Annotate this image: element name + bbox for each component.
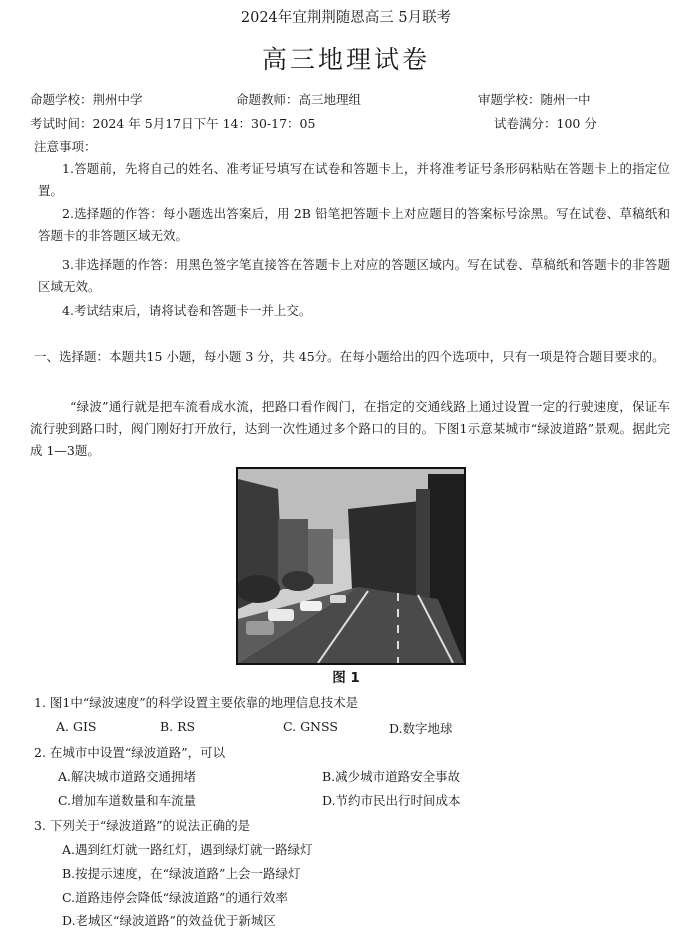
option: A.遇到红灯就一路红灯，遇到绿灯就一路绿灯 <box>62 842 313 857</box>
notice-item: 2.选择题的作答：每小题选出答案后，用 2B 铅笔把答题卡上对应题目的答案标号涂黑。写在试卷、草稿纸和答题卡的非答题区域无效。 <box>38 206 670 243</box>
meta-time: 考试时间：2024 年 5月17日下午 14：30-17：05 <box>30 116 316 131</box>
question-stem: 1. 图1中“绿波速度”的科学设置主要依靠的地理信息技术是 <box>34 695 359 710</box>
option: D.数字地球 <box>389 721 453 736</box>
meta-teacher: 命题教师：高三地理组 <box>236 92 362 107</box>
option: A.解决城市道路交通拥堵 <box>58 769 197 784</box>
section-intro: “绿波”通行就是把车流看成水流，把路口看作阀门，在指定的交通线路上通过设置一定的行驶速度，保证车流行驶到路口时，阀门刚好打开放行，达到一次性通过多个路口的目的。下图1示意某城市“绿波道路”景观。据此完成 1—3题。 <box>30 399 670 458</box>
notice-item: 1.答题前，先将自己的姓名、准考证号填写在试卷和答题卡上，并将准考证号条形码粘贴在答题卡上的指定位置。 <box>38 161 670 198</box>
figure-green-wave-road-photo <box>236 467 466 665</box>
section-heading: 一、选择题：本题共15 小题，每小题 3 分，共 45分。在每小题给出的四个选项中，只有一项是符合题目要求的。 <box>34 349 665 364</box>
figure-caption: 图 1 <box>332 670 360 686</box>
meta-school: 命题学校：荆州中学 <box>30 92 143 107</box>
notice-item: 4.考试结束后，请将试卷和答题卡一并上交。 <box>62 303 312 318</box>
option: B.减少城市道路安全事故 <box>322 769 461 784</box>
option: B. RS <box>160 719 196 734</box>
exam-subtitle: 2024年宜荆荆随恩高三 5月联考 <box>240 10 452 26</box>
option: A. GIS <box>56 719 97 734</box>
notice-heading: 注意事项： <box>34 139 97 154</box>
option: D.老城区“绿波道路”的效益优于新城区 <box>62 913 276 928</box>
option: D.节约市民出行时间成本 <box>322 793 461 808</box>
question-stem: 2. 在城市中设置“绿波道路”，可以 <box>34 745 226 760</box>
meta-score: 试卷满分：100 分 <box>494 116 597 131</box>
option: C.道路违停会降低“绿波道路”的通行效率 <box>62 890 288 905</box>
meta-review: 审题学校：随州一中 <box>478 92 591 107</box>
exam-title: 高三地理试卷 <box>261 45 430 74</box>
option: C. GNSS <box>283 719 338 734</box>
question-stem: 3. 下列关于“绿波道路”的说法正确的是 <box>34 818 251 833</box>
option: B.按提示速度，在“绿波道路”上会一路绿灯 <box>62 866 301 881</box>
notice-item: 3.非选择题的作答：用黑色签字笔直接答在答题卡上对应的答题区域内。写在试卷、草稿纸和答题卡的非答题区域无效。 <box>38 257 670 294</box>
option: C.增加车道数量和车流量 <box>58 793 197 808</box>
